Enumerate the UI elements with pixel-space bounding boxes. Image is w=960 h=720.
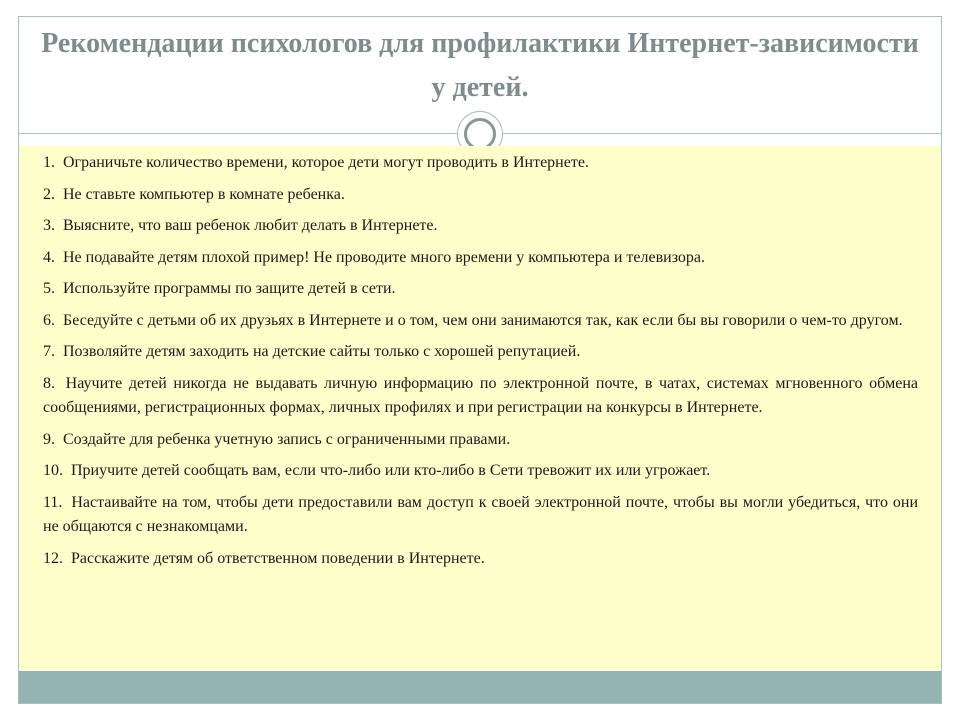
item-number: 1. xyxy=(43,154,55,171)
list-item xyxy=(43,246,918,271)
list-item xyxy=(43,309,918,334)
item-text: Расскажите детям об ответственном поведении в Интернете. xyxy=(71,549,485,567)
item-number: 3. xyxy=(43,217,55,234)
item-text: Настаивайте на том, чтобы дети предоставили вам доступ к своей электронной почте, чтобы вы могли убедиться, что они не общаются с незнакомцами. xyxy=(43,493,919,535)
list-item xyxy=(43,340,918,365)
list-item xyxy=(43,428,918,453)
list-item xyxy=(43,277,918,302)
recommendations-list xyxy=(43,151,918,578)
item-number: 11. xyxy=(43,493,63,511)
item-text: Создайте для ребенка учетную запись с ограниченными правами. xyxy=(63,430,511,448)
item-text: Ограничьте количество времени, которое дети могут проводить в Интернете. xyxy=(63,154,589,171)
list-item xyxy=(43,183,918,208)
list-item xyxy=(43,491,918,540)
item-number: 9. xyxy=(43,430,55,448)
item-text: Беседуйте с детьми об их друзьях в Интернете и о том, чем они занимаются так, как если бы вы говорили о чем-то другом. xyxy=(63,311,903,329)
item-number: 6. xyxy=(43,311,55,329)
item-text: Позволяйте детям заходить на детские сайты только с хорошей репутацией. xyxy=(63,343,581,360)
item-number: 12. xyxy=(43,549,63,567)
content-panel xyxy=(19,146,941,670)
item-number: 10. xyxy=(43,462,63,479)
item-text: Приучите детей сообщать вам, если что-либо или кто-либо в Сети тревожит их или угрожает. xyxy=(71,462,711,479)
list-item xyxy=(43,547,918,572)
list-item xyxy=(43,151,918,176)
item-number: 5. xyxy=(43,280,55,297)
item-text: Научите детей никогда не выдавать личную информацию по электронной почте, в чатах, системах мгновенного обмена сообщениями, регистрационных формах, личных профилях и при регистрации на конкурсы в Интернете. xyxy=(43,374,919,416)
item-text: Не подавайте детям плохой пример! Не проводите много времени у компьютера и телевизора. xyxy=(63,248,706,266)
item-number: 7. xyxy=(43,343,55,360)
list-item xyxy=(43,214,918,239)
list-item xyxy=(43,459,918,484)
item-text: Используйте программы по защите детей в сети. xyxy=(63,280,396,297)
item-number: 2. xyxy=(43,185,55,203)
item-text: Выясните, что ваш ребенок любит делать в Интернете. xyxy=(63,217,438,234)
list-item xyxy=(43,372,918,421)
slide-title: Рекомендации психологов для профилактики Интернет-зависимости у детей. xyxy=(41,28,919,103)
item-number: 4. xyxy=(43,248,55,266)
item-text: Не ставьте компьютер в комнате ребенка. xyxy=(63,185,345,203)
item-number: 8. xyxy=(43,374,55,392)
bottom-bar xyxy=(19,671,941,703)
